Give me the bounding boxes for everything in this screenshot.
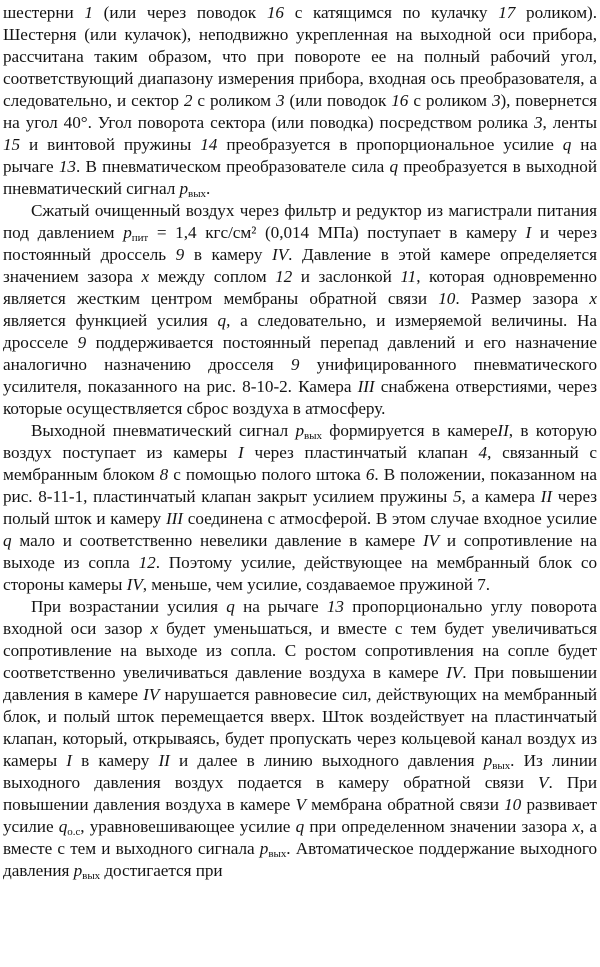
text-run: преобразуется в выходной пневматический сигнал: [3, 157, 597, 198]
subscript: вых: [82, 870, 101, 882]
text-run: , а камера: [461, 487, 541, 506]
text-run: через полый шток и камеру: [3, 487, 597, 528]
italic-symbol: 14: [200, 135, 218, 154]
italic-symbol: 10: [438, 289, 456, 308]
document-page: [3, 2, 597, 882]
italic-symbol: 9: [77, 333, 87, 352]
text-run: , связанный с мембранным блоком: [3, 443, 598, 484]
subscript: вых: [304, 430, 322, 442]
italic-symbol: 6: [365, 465, 375, 484]
text-run: . При повышении давления воздуха в камере: [3, 773, 597, 814]
italic-symbol: p: [483, 751, 493, 770]
italic-symbol: x: [150, 619, 159, 638]
italic-symbol: x: [589, 289, 597, 308]
text-run: с роликом: [192, 91, 276, 110]
text-run: соединена с атмосферой. В этом случае входное усилие: [182, 509, 598, 528]
text-run: формируется в камере: [321, 421, 498, 440]
italic-symbol: q: [58, 817, 68, 836]
italic-symbol: 2: [183, 91, 193, 110]
italic-symbol: 5: [453, 487, 462, 506]
text-run: (или поводок: [284, 91, 392, 110]
text-run: .: [205, 179, 211, 198]
subscript: вых: [268, 848, 287, 860]
text-run: с роликом: [408, 91, 492, 110]
text-run: Выходной пневматический сигнал: [31, 421, 296, 440]
italic-symbol: p: [295, 421, 304, 440]
text-run: , а вместе с тем и выходного сигнала: [3, 817, 597, 858]
subscript: пит: [131, 232, 149, 244]
text-run: Сжатый очищенный воздух через фильтр и редуктор из магистрали питания под давлением: [3, 201, 597, 242]
text-run: будет уменьшаться, и вместе с тем будет увеличиваться сопротивление на выходе из сопла. С ростом сопротивления на сопле будет соответственно увеличиваться давление воздуха в камере: [3, 619, 597, 682]
paragraph: [3, 2, 597, 200]
text-run: на рычаге: [3, 135, 597, 176]
text-run: , а следовательно, и измеряемой величины. На дросселе: [3, 311, 597, 352]
text-run: на рычаге: [234, 597, 327, 616]
text-run: развивает усилие: [3, 795, 598, 836]
text-run: , ленты: [542, 113, 597, 132]
text-run: = 1,4 кгс/см² (0,014 МПа) поступает в камеру: [148, 223, 526, 242]
italic-symbol: 9: [175, 245, 185, 264]
italic-symbol: x: [572, 817, 580, 836]
text-run: При возрастании усилия: [31, 597, 227, 616]
text-run: пропорционально углу поворота входной оси зазор: [3, 597, 597, 638]
text-run: , которая одновременно является жестким центром мембраны обратной связи: [3, 267, 597, 308]
text-run: достигается при: [100, 861, 223, 880]
text-run: ), повернется на угол 40°. Угол поворота сектора (или поводка) посредством ролика: [3, 91, 598, 132]
text-run: нарушается равновесие сил, действующих на мембранный блок, и полый шток перемещается вверх. Шток воздействует на пластинчатый клапан, который, открываясь, будет пропускать через кольцевой канал воздух из камеры: [3, 685, 597, 770]
text-run: и через постоянный дроссель: [3, 223, 597, 264]
text-run: . В пневматическом преобразователе сила: [75, 157, 390, 176]
italic-symbol: I: [238, 443, 244, 462]
italic-symbol: 10: [504, 795, 522, 814]
italic-symbol: V: [295, 795, 306, 814]
italic-symbol: III: [357, 377, 375, 396]
text-run: и заслонкой: [292, 267, 401, 286]
text-run: и далее в линию выходного давления: [169, 751, 484, 770]
italic-symbol: 1: [84, 3, 93, 22]
italic-symbol: x: [141, 267, 150, 286]
text-run: мембрана обратной связи: [305, 795, 505, 814]
text-run: . Из линии выходного давления воздух подается в камеру обратной связи: [3, 751, 597, 792]
italic-symbol: I: [525, 223, 532, 242]
italic-symbol: 13: [326, 597, 344, 616]
italic-symbol: IV: [422, 531, 440, 550]
italic-symbol: III: [165, 509, 183, 528]
text-run: поддерживается постоянный перепад давлений и его назначение аналогично назначению дросселя: [3, 333, 597, 374]
italic-symbol: q: [295, 817, 305, 836]
italic-symbol: p: [123, 223, 132, 242]
italic-symbol: 13: [58, 157, 76, 176]
text-run: и винтовой пружины: [20, 135, 201, 154]
text-run: через пластинчатый клапан: [243, 443, 479, 462]
italic-symbol: 8: [159, 465, 169, 484]
italic-symbol: I: [66, 751, 72, 770]
italic-symbol: q: [389, 157, 399, 176]
text-run: . Автоматическое поддержание выходного давления: [3, 839, 597, 880]
italic-symbol: 17: [498, 3, 516, 22]
text-run: между соплом: [149, 267, 276, 286]
italic-symbol: p: [259, 839, 269, 858]
text-run: унифицированного пневматического усилителя, показанного на рис. 8-10-2. Камера: [3, 355, 597, 396]
italic-symbol: II: [497, 421, 509, 440]
italic-symbol: V: [538, 773, 549, 792]
paragraph: [3, 200, 597, 420]
text-run: в камеру: [184, 245, 273, 264]
italic-symbol: 16: [266, 3, 284, 22]
italic-symbol: II: [540, 487, 553, 506]
text-run: при определенном значении зазора: [304, 817, 573, 836]
text-run: , меньше, чем усилие, создаваемое пружиной 7.: [142, 575, 490, 594]
subscript: о.с: [67, 826, 81, 838]
italic-symbol: q: [3, 531, 12, 550]
text-run: является функцией усилия: [3, 311, 218, 330]
text-run: мало и соответственно невелики давление в камере: [11, 531, 423, 550]
italic-symbol: 4: [478, 443, 488, 462]
text-run: с помощью полого штока: [168, 465, 366, 484]
italic-symbol: 3: [534, 113, 543, 132]
subscript: вых: [492, 760, 511, 772]
text-run: . Давление в этой камере определяется значением зазора: [3, 245, 597, 286]
text-run: (или через поводок: [92, 3, 267, 22]
text-run: роликом). Шестерня (или кулачок), неподвижно укрепленная на выходной оси прибора, рассчитана таким образом, что при повороте ее на полный рабочий угол, соответствующий диапазону измерения прибора, входная ось преобразователя, а следовательно, и сектор: [3, 3, 597, 110]
italic-symbol: 15: [3, 135, 21, 154]
italic-symbol: q: [217, 311, 227, 330]
italic-symbol: 3: [276, 91, 285, 110]
italic-symbol: 9: [290, 355, 300, 374]
italic-symbol: p: [73, 861, 83, 880]
paragraph: [3, 596, 597, 882]
text-run: . При повышении давления в камере: [3, 663, 597, 704]
italic-symbol: q: [562, 135, 572, 154]
text-run: . Размер зазора: [455, 289, 590, 308]
body-text: [3, 2, 597, 882]
italic-symbol: p: [179, 179, 189, 198]
italic-symbol: 12: [275, 267, 293, 286]
text-run: . В положении, показанном на рис. 8-11-1, пластинчатый клапан закрыт усилием пружины: [3, 465, 597, 506]
text-run: в камеру: [71, 751, 159, 770]
text-run: преобразуется в пропорциональное усилие: [217, 135, 563, 154]
text-run: , уравновешивающее усилие: [80, 817, 296, 836]
text-run: и сопротивление на выходе из сопла: [3, 531, 597, 572]
italic-symbol: q: [226, 597, 235, 616]
italic-symbol: 12: [138, 553, 156, 572]
italic-symbol: IV: [272, 245, 289, 264]
text-run: с катящимся по кулачку: [283, 3, 499, 22]
italic-symbol: 16: [391, 91, 409, 110]
subscript: вых: [188, 188, 206, 200]
italic-symbol: IV: [126, 575, 143, 594]
italic-symbol: IV: [143, 685, 160, 704]
text-run: шестерни: [3, 3, 85, 22]
paragraph: [3, 420, 597, 596]
text-run: . Поэтому усилие, действующее на мембранный блок со стороны камеры: [3, 553, 598, 594]
text-run: , в которую воздух поступает из камеры: [3, 421, 597, 462]
italic-symbol: 11: [400, 267, 417, 286]
text-run: снабжена отверстиями, через которые осуществляется сброс воздуха в атмосферу.: [3, 377, 597, 418]
italic-symbol: II: [158, 751, 170, 770]
italic-symbol: IV: [446, 663, 463, 682]
italic-symbol: 3: [491, 91, 501, 110]
